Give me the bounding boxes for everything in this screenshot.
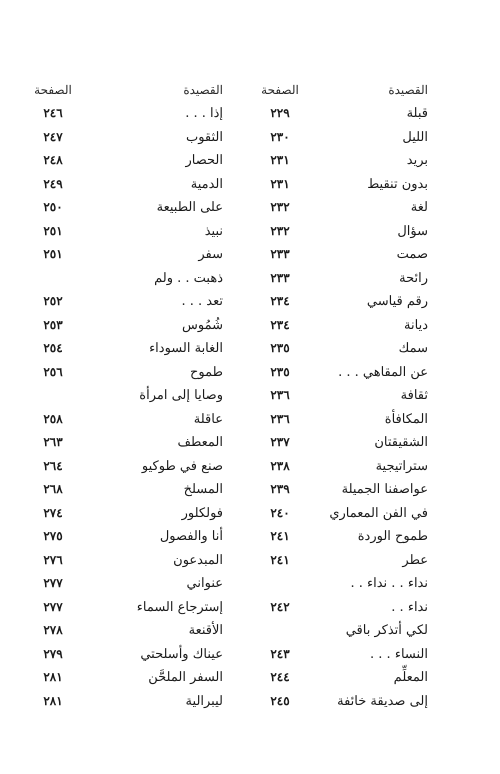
index-entry <box>258 666 428 690</box>
page-number: ٢٦٣ <box>43 435 63 449</box>
poem-title: عن المقاهي . . . <box>338 364 428 380</box>
page-number: ٢٤٨ <box>43 153 63 167</box>
index-entry <box>258 243 428 267</box>
index-entry <box>30 643 223 667</box>
page-number: ٢٣٩ <box>270 482 290 496</box>
index-entry <box>30 149 223 173</box>
index-entry <box>258 455 428 479</box>
poem-title: إذا . . . <box>185 106 223 121</box>
page-number: ٢٤٤ <box>270 670 290 684</box>
poem-title: أنا والفصول <box>159 529 223 544</box>
page-number: ٢٣٣ <box>270 247 290 261</box>
poem-title: إسترجاع السماء <box>136 599 223 615</box>
poem-title: تعد . . . <box>181 294 223 309</box>
page-number: ٢٧٩ <box>43 646 63 661</box>
poem-title: سفر <box>198 247 223 262</box>
index-entry <box>30 619 223 643</box>
poem-header: القصيدة <box>388 83 428 97</box>
page-number: ٢٤٠ <box>270 505 290 520</box>
index-entry <box>258 149 428 173</box>
poem-title: الأقنعة <box>188 623 223 638</box>
index-entry <box>30 596 223 620</box>
poem-title: بدون تنقيط <box>367 176 428 192</box>
poem-title: نداء . . <box>391 599 428 615</box>
index-entry <box>30 525 223 549</box>
poem-title: إلى صديقة خائفة <box>337 693 428 709</box>
index-entry <box>30 314 223 338</box>
page-number: ٢٦٤ <box>43 458 63 473</box>
poem-header: القصيدة <box>183 83 223 97</box>
index-entry <box>30 102 223 126</box>
page-number: ٢٥٦ <box>43 364 63 379</box>
index-entry <box>30 267 223 291</box>
index-entry <box>258 267 428 291</box>
page-number: ٢٤٧ <box>43 129 63 144</box>
index-entry <box>258 478 428 502</box>
poem-title: الثقوب <box>185 129 223 145</box>
page-number: ٢٤٥ <box>270 693 290 708</box>
poem-title: سؤال <box>397 223 428 239</box>
page-number: ٢٣٢ <box>270 223 290 238</box>
page-header: الصفحة <box>34 83 72 97</box>
poem-title: المبدعون <box>173 552 223 568</box>
index-entry <box>30 455 223 479</box>
index-list-right <box>258 102 428 713</box>
index-entry <box>30 431 223 455</box>
poem-title: المكافأة <box>384 411 428 427</box>
page-number: ٢٣٤ <box>270 294 290 308</box>
poem-title: المعطف <box>177 435 223 450</box>
page-number: ٢٧٨ <box>43 623 63 637</box>
page-number: ٢٥٤ <box>43 341 63 355</box>
index-entry <box>258 384 428 408</box>
page-number: ٢٣٥ <box>270 341 290 355</box>
page-number: ٢٥٨ <box>43 411 63 426</box>
poem-title: عنواني <box>186 576 223 591</box>
page-number: ٢٤١ <box>270 552 290 567</box>
page-header: الصفحة <box>261 83 299 97</box>
index-entry <box>30 384 223 408</box>
page-number: ٢٣٢ <box>270 200 290 214</box>
page-number: ٢٨١ <box>43 693 63 708</box>
page-number: ٢٨١ <box>43 670 63 684</box>
poem-title: الغابة السوداء <box>149 341 223 356</box>
index-entry <box>30 361 223 385</box>
poem-title: السفر الملحَّن <box>148 670 223 685</box>
index-entry <box>30 408 223 432</box>
poem-title: رقم قياسي <box>366 294 428 309</box>
index-entry <box>258 102 428 126</box>
page-number: ٢٣٥ <box>270 364 290 379</box>
index-entry <box>258 408 428 432</box>
index-entry <box>258 196 428 220</box>
poem-title: المسلخ <box>183 482 223 497</box>
page-number: ٢٧٧ <box>43 576 63 590</box>
poem-title: ديانة <box>404 317 428 333</box>
index-entry <box>30 290 223 314</box>
index-entry <box>30 337 223 361</box>
page-number: ٢٥٠ <box>43 200 63 214</box>
page-number: ٢٤٣ <box>270 646 290 661</box>
page-number: ٢٤٩ <box>43 176 63 191</box>
index-entry <box>30 173 223 197</box>
page-number: ٢٧٤ <box>43 505 63 520</box>
poem-title: الشقيقتان <box>374 435 428 450</box>
index-entry <box>258 525 428 549</box>
page-number: ٢٧٥ <box>43 529 63 543</box>
poem-title: عيناك وأسلحتي <box>140 646 223 662</box>
poem-title: شُمُوس <box>182 317 223 333</box>
page-number: ٢٤٢ <box>270 599 290 614</box>
index-list-left <box>30 102 223 713</box>
index-entry <box>258 314 428 338</box>
page-number: ٢٢٩ <box>270 106 290 120</box>
page-number: ٢٣٨ <box>270 458 290 473</box>
page-number: ٢٣٣ <box>270 270 290 285</box>
index-entry <box>258 337 428 361</box>
poem-title: على الطبيعة <box>156 200 223 215</box>
index-entry <box>258 596 428 620</box>
index-entry <box>30 690 223 714</box>
index-entry <box>30 572 223 596</box>
index-entry <box>258 572 428 596</box>
column-header <box>30 80 223 100</box>
poem-title: في الفن المعماري <box>329 505 428 521</box>
page-number: ٢٣٦ <box>270 388 290 402</box>
page-number: ٢٣٧ <box>270 435 290 449</box>
page-number: ٢٥٣ <box>43 317 63 332</box>
column-header <box>258 80 428 100</box>
index-column-left <box>30 80 223 713</box>
poem-title: ذهبت . . ولم <box>154 270 223 286</box>
poem-title: قبلة <box>406 106 428 121</box>
index-entry <box>258 220 428 244</box>
index-entry <box>258 173 428 197</box>
page-number: ٢٧٦ <box>43 552 63 567</box>
index-entry <box>30 549 223 573</box>
index-entry <box>30 196 223 220</box>
page-number: ٢٤٦ <box>43 106 63 120</box>
poem-title: النساء . . . <box>370 646 428 662</box>
poem-title: رائحة <box>399 270 428 286</box>
poem-title: عطر <box>402 552 428 568</box>
page-number: ٢٧٧ <box>43 599 63 614</box>
poem-title: عاقلة <box>193 411 223 427</box>
poem-title: سمك <box>398 341 428 356</box>
poem-title: ستراتيجية <box>375 458 428 474</box>
index-column-right <box>258 80 428 713</box>
page-number: ٢٣١ <box>270 153 290 167</box>
index-entry <box>258 361 428 385</box>
index-entry <box>258 502 428 526</box>
index-entry <box>258 549 428 573</box>
index-entry <box>30 126 223 150</box>
poem-title: صمت <box>396 247 428 262</box>
page-number: ٢٥٢ <box>43 294 63 308</box>
index-entry <box>258 290 428 314</box>
page-number: ٢٣٤ <box>270 317 290 332</box>
poem-title: صنع في طوكيو <box>141 458 223 474</box>
poem-title: ليبرالية <box>185 693 223 709</box>
poem-title: طموح الوردة <box>357 529 428 544</box>
page-number: ٢٣٠ <box>270 129 290 144</box>
poem-title: الدمية <box>190 176 223 192</box>
page-number: ٢٣٦ <box>270 411 290 426</box>
index-entry <box>30 502 223 526</box>
poem-title: طموح <box>190 364 223 380</box>
index-entry <box>30 243 223 267</box>
index-entry <box>30 478 223 502</box>
index-entry <box>258 126 428 150</box>
page-number: ٢٣١ <box>270 176 290 191</box>
page-number: ٢٤١ <box>270 529 290 543</box>
page-number: ٢٥١ <box>43 247 63 261</box>
poem-title: نبيذ <box>204 223 223 239</box>
poem-title: الليل <box>402 129 428 145</box>
poem-title: عواصفنا الجميلة <box>341 482 428 497</box>
index-entry <box>258 643 428 667</box>
index-entry <box>258 690 428 714</box>
poem-title: بريد <box>406 153 428 168</box>
index-entry <box>258 431 428 455</box>
poem-title: المعلِّم <box>393 670 428 685</box>
poem-title: ثقافة <box>400 388 428 403</box>
poem-title: الحصار <box>185 153 223 168</box>
poem-title: لغة <box>410 200 428 215</box>
poem-title: فولكلور <box>181 505 223 521</box>
poem-title: وصايا إلى امرأة <box>139 388 223 403</box>
index-entry <box>30 666 223 690</box>
index-entry <box>258 619 428 643</box>
poem-title: نداء . . نداء . . <box>350 576 428 591</box>
index-entry <box>30 220 223 244</box>
page-number: ٢٦٨ <box>43 482 63 496</box>
page-number: ٢٥١ <box>43 223 63 238</box>
poem-title: لكي أتذكر باقي <box>345 623 428 638</box>
